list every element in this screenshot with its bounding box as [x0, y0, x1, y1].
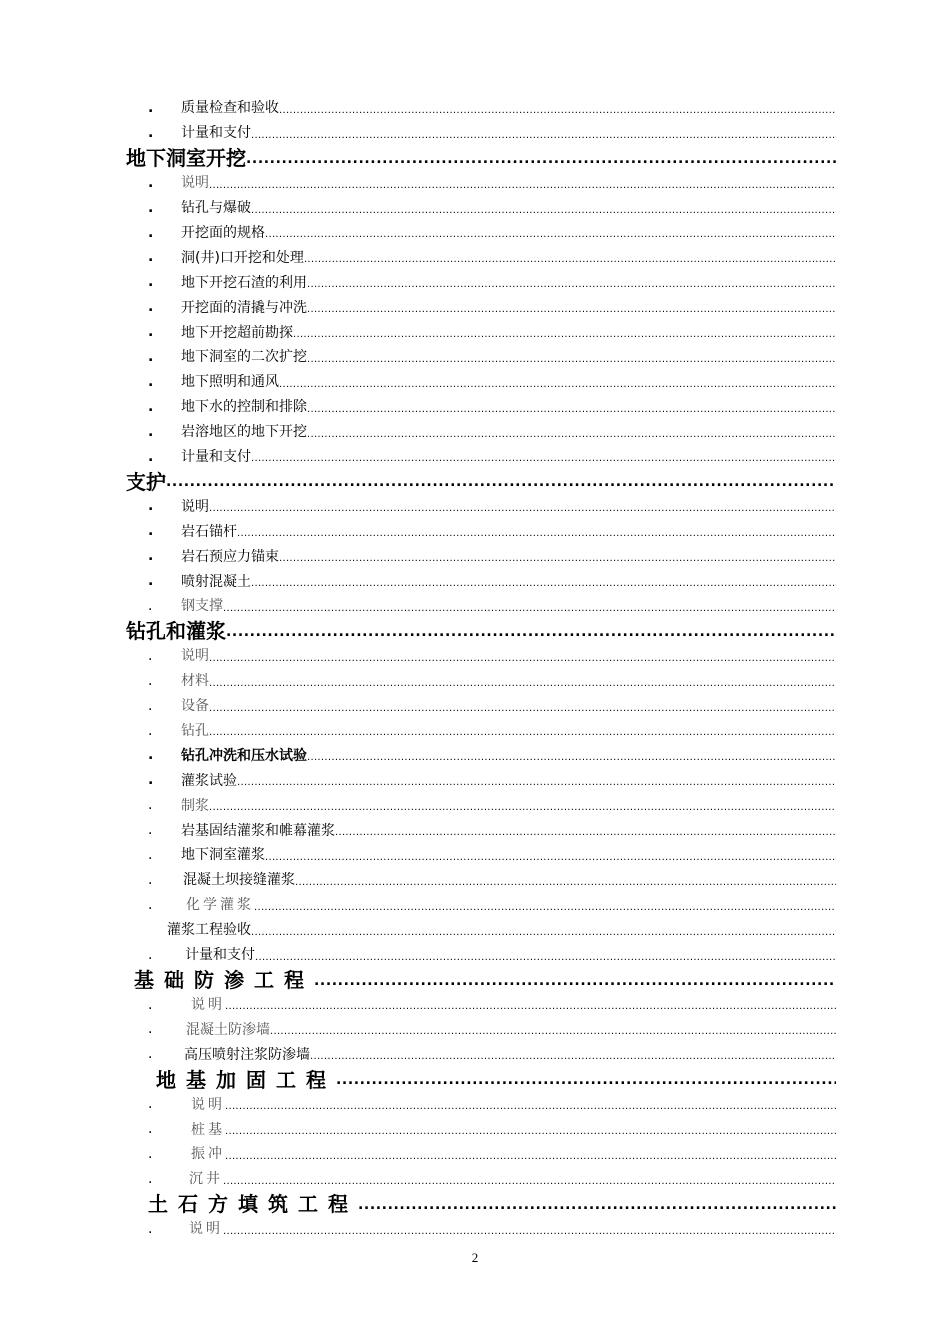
toc-entry-label: 混凝土防渗墙 [186, 1021, 270, 1038]
toc-entry[interactable] [0, 221, 950, 246]
toc-entry[interactable] [0, 245, 950, 270]
dot-leader [279, 105, 836, 117]
toc-entry-label: 土石方填筑工程 [148, 1192, 358, 1217]
toc-entry[interactable] [0, 943, 950, 968]
dot-leader [254, 902, 836, 914]
toc-bullet: . [148, 797, 153, 814]
toc-entry[interactable] [0, 345, 950, 370]
toc-entry-label: 岩石锚杆 [181, 523, 237, 540]
toc-bullet: . [148, 548, 154, 565]
toc-entry-label: 说明 [189, 1221, 223, 1238]
toc-section-heading[interactable] [0, 469, 950, 494]
toc-bullet: . [148, 598, 153, 615]
dot-leader [225, 1101, 836, 1113]
dot-leader [223, 1176, 836, 1188]
dot-leader [265, 852, 836, 864]
dot-leader [209, 727, 836, 739]
toc-bullet: . [148, 199, 154, 216]
toc-entry-label: 桩基 [191, 1121, 225, 1138]
dot-leader [223, 603, 836, 615]
toc-bullet: . [148, 1096, 156, 1113]
toc-entry[interactable] [0, 818, 950, 843]
toc-bullet: . [148, 573, 154, 590]
toc-entry[interactable] [0, 171, 950, 196]
toc-bullet: . [148, 647, 153, 664]
toc-entry[interactable] [0, 843, 950, 868]
dot-leader [336, 1073, 836, 1087]
toc-entry-label: 振冲 [191, 1146, 225, 1163]
toc-entry-label: 钻孔和灌浆 [126, 619, 226, 644]
toc-entry[interactable] [0, 669, 950, 694]
dot-leader [209, 503, 836, 515]
toc-entry-label: 地下洞室开挖 [126, 146, 246, 171]
toc-entry[interactable] [0, 96, 950, 121]
dot-leader [358, 1198, 836, 1212]
toc-bullet: . [148, 423, 154, 440]
toc-entry-label: 材料 [181, 673, 209, 690]
dot-leader [270, 1026, 836, 1038]
toc-entry[interactable] [0, 719, 950, 744]
dot-leader [226, 625, 836, 639]
toc-bullet: . [148, 747, 154, 764]
dot-leader [304, 254, 836, 266]
dot-leader [225, 1151, 836, 1163]
toc-bullet: . [148, 1145, 156, 1162]
toc-bullet: . [148, 1046, 153, 1063]
toc-bullet: . [148, 498, 154, 515]
dot-leader [209, 802, 836, 814]
toc-bullet: . [148, 672, 153, 689]
toc-entry[interactable] [0, 196, 950, 221]
dot-leader [166, 475, 836, 489]
toc-entry-label: 计量和支付 [181, 449, 251, 466]
toc-entry-label: 说明 [191, 1096, 225, 1113]
toc-entry-label: 钻孔 [181, 723, 209, 740]
toc-entry-label: 灌浆试验 [181, 772, 237, 789]
dot-leader [251, 130, 836, 142]
toc-entry[interactable] [0, 320, 950, 345]
toc-entry-label: 支护 [126, 469, 166, 494]
dot-leader [279, 553, 836, 565]
dot-leader [255, 952, 836, 964]
toc-bullet: . [148, 224, 154, 241]
dot-leader [307, 279, 836, 291]
dot-leader [310, 1051, 836, 1063]
toc-entry-label: 喷射混凝土 [181, 573, 251, 590]
toc-bullet: . [148, 124, 154, 141]
toc-section-heading[interactable] [0, 968, 950, 993]
toc-entry-label: 钢支撑 [181, 598, 223, 615]
toc-entry-label: 岩基固结灌浆和帷幕灌浆 [181, 822, 335, 839]
toc-entry-label: 地下水的控制和排除 [181, 399, 307, 416]
dot-leader [335, 827, 836, 839]
dot-leader [246, 152, 836, 166]
toc-entry-label: 计量和支付 [185, 947, 255, 964]
toc-bullet: . [148, 299, 154, 316]
dot-leader [307, 354, 836, 366]
toc-bullet: . [148, 274, 154, 291]
toc-entry-label: 钻孔与爆破 [181, 200, 251, 217]
toc-section-heading[interactable] [0, 146, 950, 171]
dot-leader [237, 528, 836, 540]
toc-entry-label: 说明 [191, 996, 225, 1013]
toc-entry[interactable] [0, 544, 950, 569]
toc-entry[interactable] [0, 494, 950, 519]
toc-entry-label: 地基加固工程 [156, 1067, 336, 1092]
toc-entry-label: 混凝土坝接缝灌浆 [183, 872, 295, 889]
dot-leader [265, 229, 836, 241]
toc-entry[interactable] [0, 644, 950, 669]
dot-leader [307, 404, 836, 416]
toc-entry-label: 地下照明和通风 [181, 374, 279, 391]
toc-entry-label: 沉井 [189, 1171, 223, 1188]
toc-bullet: . [148, 100, 154, 116]
toc-entry-label: 地下开挖石渣的利用 [181, 274, 307, 291]
toc-entry[interactable] [0, 295, 950, 320]
dot-leader [314, 974, 836, 988]
dot-leader [225, 1001, 836, 1013]
toc-bullet: . [148, 1170, 156, 1187]
toc-bullet: . [148, 249, 154, 266]
toc-entry[interactable] [0, 1017, 950, 1042]
toc-bullet: . [148, 448, 154, 465]
toc-entry[interactable] [0, 270, 950, 295]
toc-bullet: . [148, 896, 156, 913]
toc-entry[interactable] [0, 420, 950, 445]
toc-entry[interactable] [0, 1167, 950, 1192]
dot-leader [307, 429, 836, 441]
toc-bullet: . [148, 847, 153, 864]
dot-leader [293, 329, 836, 341]
page-number: 2 [471, 1250, 479, 1265]
toc-entry[interactable] [0, 445, 950, 470]
toc-bullet: . [148, 1220, 156, 1237]
toc-bullet: . [148, 324, 154, 341]
toc-bullet: . [148, 871, 153, 888]
toc-bullet: . [148, 174, 154, 191]
toc-entry[interactable] [0, 1042, 950, 1067]
toc-bullet: . [148, 373, 154, 390]
toc-bullet: . [148, 822, 153, 839]
toc-bullet: . [148, 772, 154, 789]
toc-entry[interactable] [0, 793, 950, 818]
dot-leader [251, 205, 836, 217]
toc-entry-label: 计量和支付 [181, 125, 251, 142]
toc-entry-label: 岩溶地区的地下开挖 [181, 424, 307, 441]
toc-entry-label: 地下洞室的二次扩挖 [181, 349, 307, 366]
toc-entry-label: 岩石预应力锚束 [181, 548, 279, 565]
toc-entry-label: 说明 [181, 175, 209, 192]
toc-entry-label: 制浆 [181, 797, 209, 814]
toc-entry-label: 基础防渗工程 [134, 968, 314, 992]
dot-leader [237, 777, 836, 789]
toc-section-heading[interactable] [0, 1192, 950, 1217]
toc-entry-label: 洞(井)口开挖和处理 [181, 249, 304, 266]
dot-leader [251, 927, 836, 939]
dot-leader [225, 1126, 836, 1138]
dot-leader [295, 877, 836, 889]
toc-entry-label: 说明 [181, 498, 209, 515]
toc-entry[interactable] [0, 993, 950, 1018]
toc-entry[interactable] [0, 918, 950, 943]
toc-entry[interactable] [0, 1142, 950, 1167]
toc-entry[interactable] [0, 395, 950, 420]
toc-entry-label: 质量检查和验收 [181, 100, 279, 117]
toc-entry-label: 设备 [181, 698, 209, 715]
toc-bullet: . [148, 996, 156, 1013]
toc-bullet: . [148, 398, 154, 415]
toc-bullet: . [148, 1121, 156, 1138]
toc-entry[interactable] [0, 868, 950, 893]
toc-bullet: . [148, 349, 154, 366]
toc-entry[interactable] [0, 569, 950, 594]
toc-entry[interactable] [0, 893, 950, 918]
toc-entry-label: 化学灌浆 [186, 897, 254, 914]
toc-bullet: . [148, 697, 153, 714]
dot-leader [209, 703, 836, 715]
toc-entry[interactable] [0, 370, 950, 395]
toc-entry-label: 地下洞室灌浆 [181, 847, 265, 864]
toc-entry[interactable] [0, 743, 950, 768]
toc-entry-label: 地下开挖超前勘探 [181, 324, 293, 341]
dot-leader [209, 678, 836, 690]
dot-leader [279, 379, 836, 391]
toc-entry[interactable] [0, 768, 950, 793]
dot-leader [209, 653, 836, 665]
toc-entry[interactable] [0, 519, 950, 544]
toc-bullet: . [148, 722, 153, 739]
toc-bullet: . [148, 523, 154, 540]
toc-entry-label: 开挖面的清撬与冲洗 [181, 299, 307, 316]
dot-leader [307, 752, 836, 764]
dot-leader [209, 180, 836, 192]
toc-entry-label: 开挖面的规格 [181, 225, 265, 241]
toc-entry[interactable] [0, 1092, 950, 1117]
toc-bullet: . [148, 1021, 153, 1038]
dot-leader [251, 453, 836, 465]
toc-entry[interactable] [0, 1217, 950, 1242]
toc-section-heading[interactable] [0, 1067, 950, 1092]
toc-entry[interactable] [0, 594, 950, 619]
toc-entry-label: 高压喷射注浆防渗墙 [184, 1046, 310, 1063]
toc-entry-label: 钻孔冲洗和压水试验 [181, 747, 307, 764]
toc-entry[interactable] [0, 121, 950, 146]
dot-leader [223, 1226, 836, 1238]
table-of-contents [0, 96, 950, 1242]
toc-section-heading[interactable] [0, 619, 950, 644]
toc-entry-label: 灌浆工程验收 [167, 922, 251, 939]
toc-entry[interactable] [0, 1117, 950, 1142]
toc-bullet: . [148, 946, 153, 963]
toc-entry[interactable] [0, 694, 950, 719]
dot-leader [251, 578, 836, 590]
toc-entry-label: 说明 [181, 648, 209, 665]
dot-leader [307, 304, 836, 316]
